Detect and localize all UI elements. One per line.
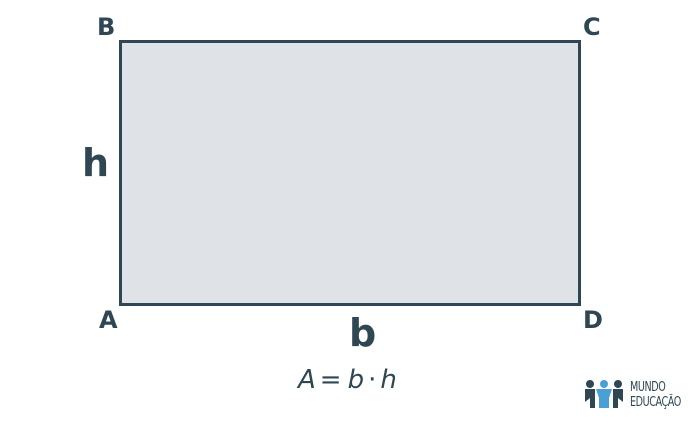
logo-text-mundo: MUNDO bbox=[630, 380, 666, 395]
area-formula bbox=[298, 367, 397, 393]
height-label: h bbox=[82, 141, 110, 185]
formula-equals: = bbox=[319, 365, 342, 395]
formula-dot: · bbox=[368, 365, 377, 395]
vertex-label-b: B bbox=[97, 13, 116, 41]
vertex-label-a: A bbox=[99, 306, 118, 334]
formula-base-symbol: b bbox=[347, 365, 365, 395]
base-label: b bbox=[349, 311, 377, 355]
logo-text-educacao: EDUCAÇÃO bbox=[630, 395, 681, 410]
rectangle-shape bbox=[121, 42, 580, 305]
vertex-label-d: D bbox=[583, 306, 603, 334]
people-logo-icon bbox=[584, 378, 626, 410]
mundo-educacao-logo bbox=[584, 378, 694, 412]
formula-area-symbol: A bbox=[298, 365, 316, 395]
vertex-label-c: C bbox=[583, 13, 601, 41]
formula-height-symbol: h bbox=[380, 365, 397, 395]
